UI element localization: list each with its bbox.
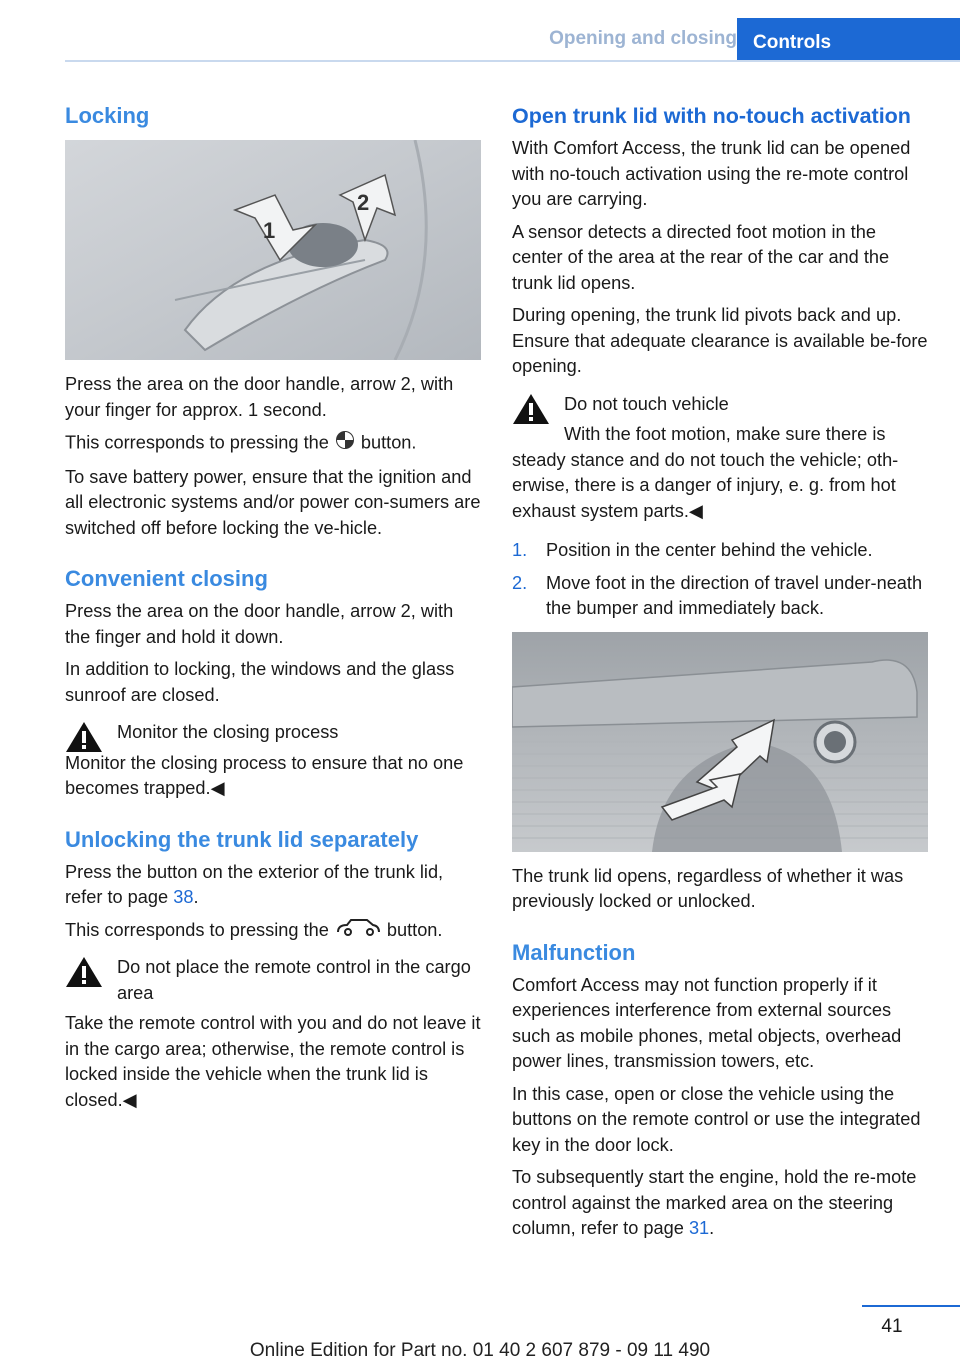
heading-no-touch: Open trunk lid with no-touch activation bbox=[512, 104, 911, 128]
steps-list bbox=[512, 538, 928, 622]
warning-triangle-icon bbox=[65, 720, 103, 754]
notouch-para-3: During opening, the trunk lid pivots back and up. Ensure that adequate clearance is available be-fore opening. bbox=[512, 305, 928, 376]
warning-body-first: With the foot motion, make sure there is bbox=[564, 424, 886, 444]
page-link-31[interactable]: 31 bbox=[688, 1218, 710, 1238]
heading-locking: Locking bbox=[65, 103, 150, 128]
heading-convenient-closing: Convenient closing bbox=[65, 566, 268, 591]
figure-label-2: 2 bbox=[357, 190, 370, 215]
warning-title: Monitor the closing process bbox=[117, 722, 339, 742]
header-section-title: Opening and closing bbox=[549, 28, 737, 49]
header-chapter-tab: Controls bbox=[737, 18, 960, 62]
warning-remote-cargo bbox=[65, 955, 481, 1113]
notouch-para-4: The trunk lid opens, regardless of whether it was previously locked or unlocked. bbox=[512, 865, 904, 911]
malfunction-para-3: To subsequently start the engine, hold the re-mote control against the marked area on the steering column, refer to page 31. bbox=[512, 1167, 917, 1238]
malfunction-para-1: Comfort Access may not function properly if it experiences interference from external sources such as mobile phones, metal objects, overhead power lines, transmission towers, etc. bbox=[512, 974, 902, 1071]
warning-triangle-icon bbox=[65, 955, 103, 989]
header-rule bbox=[65, 60, 960, 62]
warning-body: Take the remote control with you and do not leave it in the cargo area; otherwise, the remote control is locked inside the vehicle when the trunk lid is closed.◀ bbox=[65, 1013, 481, 1110]
bumper-foot-figure bbox=[512, 632, 928, 852]
heading-trunk-unlock: Unlocking the trunk lid separately bbox=[65, 826, 419, 852]
convenient-para-1: Press the area on the door handle, arrow 2, with the finger and hold it down. bbox=[65, 601, 454, 647]
notouch-para-2: A sensor detects a directed foot motion in the center of the area at the rear of the car and the trunk lid opens. bbox=[512, 221, 890, 293]
trunk-button-icon bbox=[335, 918, 381, 944]
list-item: 1. Position in the center behind the vehicle. bbox=[512, 540, 873, 560]
page-link-38[interactable]: 38 bbox=[173, 887, 194, 907]
warning-touch-vehicle bbox=[512, 392, 928, 525]
notouch-para-1: With Comfort Access, the trunk lid can be opened with no-touch activation using the re-mote control you are carrying. bbox=[512, 138, 911, 209]
trunk-para-1: Press the button on the exterior of the trunk lid, refer to page 38. bbox=[65, 861, 444, 907]
warning-title: Do not touch vehicle bbox=[564, 393, 729, 414]
warning-title: Do not place the remote control in the cargo area bbox=[117, 957, 471, 1003]
left-column bbox=[65, 100, 481, 1120]
malfunction-para-2: In this case, open or close the vehicle using the buttons on the remote control or use the integrated key in the door lock. bbox=[512, 1083, 921, 1155]
figure-label-1: 1 bbox=[263, 218, 276, 243]
warning-closing bbox=[65, 720, 481, 802]
footer-rule bbox=[862, 1305, 960, 1307]
list-item: 2. Move foot in the direction of travel under-neath the bumper and immediately back. bbox=[512, 572, 923, 618]
warning-body: steady stance and do not touch the vehicle; oth-erwise, there is a danger of injury, e. g. from hot exhaust system parts.◀ bbox=[512, 449, 899, 521]
warning-body: Monitor the closing process to ensure that no one becomes trapped.◀ bbox=[65, 752, 464, 798]
footer-edition: Online Edition for Part no. 01 40 2 607 879 - 09 11 490 bbox=[249, 1340, 711, 1361]
locking-para-1: Press the area on the door handle, arrow 2, with your finger for approx. 1 second. bbox=[65, 374, 454, 420]
door-handle-figure bbox=[65, 140, 481, 360]
trunk-para-2: This corresponds to pressing the button. bbox=[65, 918, 481, 944]
heading-malfunction: Malfunction bbox=[512, 939, 636, 965]
right-column bbox=[512, 100, 928, 1249]
lock-button-icon bbox=[335, 430, 355, 458]
warning-triangle-icon bbox=[512, 392, 550, 426]
locking-para-3: To save battery power, ensure that the ignition and all electronic systems and/or power con-sumers are switched off before locking the ve-hicle. bbox=[65, 466, 481, 538]
locking-para-2: This corresponds to pressing the button. bbox=[65, 430, 481, 458]
convenient-para-2: In addition to locking, the windows and the glass sunroof are closed. bbox=[65, 659, 455, 705]
page-number: 41 bbox=[881, 1316, 903, 1337]
